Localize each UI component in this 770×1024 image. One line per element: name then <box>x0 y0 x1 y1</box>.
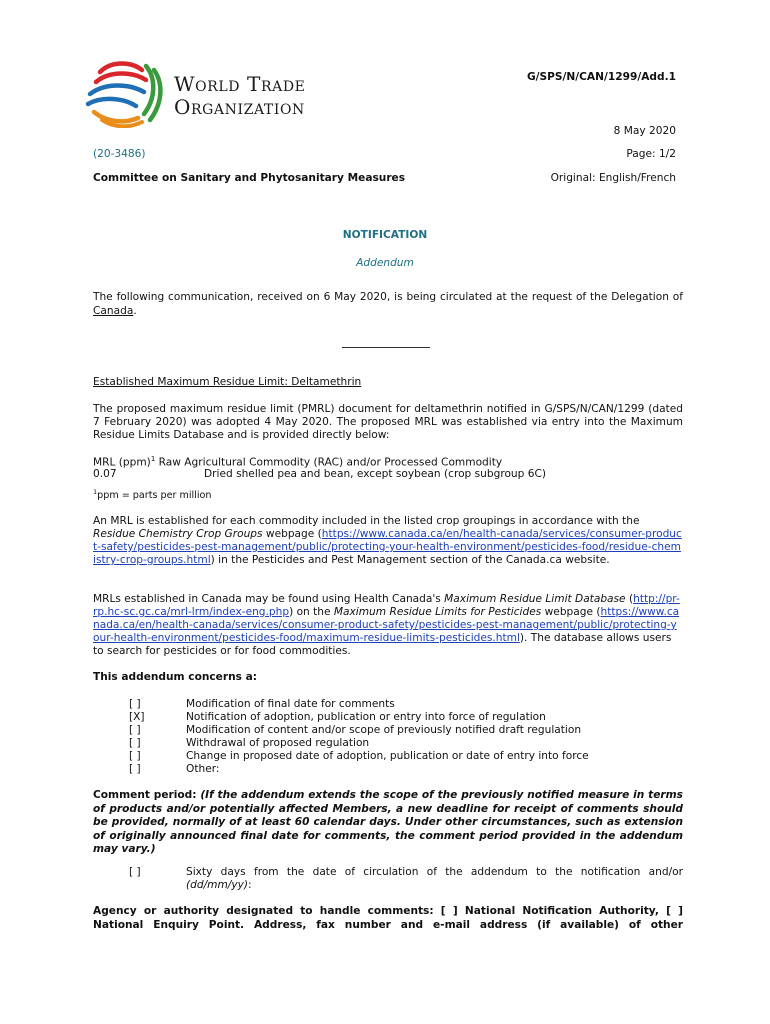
comment-period-label: Comment period: <box>93 789 201 801</box>
concern-label: Other: <box>186 763 220 775</box>
adoption-paragraph: The proposed maximum residue limit (PMRL) document for deltamethrin notified in G/SPS/N/CAN/1299 (dated 7 February 2020) was adopted 4 May 2020. The proposed MRL was established via entry into the Maximum Residue Limits Database and is provided directly below: <box>93 403 683 441</box>
concern-item <box>129 698 689 711</box>
mrl-database-link[interactable]: http://pr-rp.hc-sc.gc.ca/mrl-lrm/index-eng.php <box>93 593 680 618</box>
wto-logo-line1: World Trade <box>174 72 306 96</box>
section-heading: Established Maximum Residue Limit: Deltamethrin <box>93 376 362 388</box>
mrl-table-header <box>93 455 502 469</box>
para3-italic-1: Maximum Residue Limit Database <box>444 593 626 605</box>
comment-period-text: (If the addendum extends the scope of the previously notified measure in terms of products and/or potentially affected Members, a new deadline for receipt of comments should be provided, normally of at least 60 calendar days. Under other circumstances, such as extension of originally announced final date for comments, the comment period provided in the addendum may vary.) <box>93 789 683 856</box>
notification-title: NOTIFICATION <box>342 229 428 241</box>
comment-period-date-format: (dd/mm/yy) <box>186 879 249 891</box>
para3-c: ) on the <box>289 606 334 618</box>
mrl-header-b: Raw Agricultural Commodity (RAC) and/or Processed Commodity <box>155 456 503 469</box>
concerns-heading: This addendum concerns a: <box>93 671 257 683</box>
separator-rule <box>342 347 430 348</box>
agency-paragraph: Agency or authority designated to handle comments: [ ] National Notification Authority, [ ] National Enquiry Point. Address, fax number and e-mail address (if available) of other <box>93 905 683 931</box>
para2-c: ) in the Pesticides and Pest Management section of the Canada.ca website. <box>210 554 610 566</box>
concern-label: Notification of adoption, publication or entry into force of regulation <box>186 711 546 723</box>
mrl-commodity: Dried shelled pea and bean, except soybean (crop subgroup 6C) <box>204 468 546 480</box>
mrl-pesticides-link[interactable]: https://www.canada.ca/en/health-canada/services/consumer-product-safety/pesticides-pest-management/public/protecting-your-health-environment/pesticides-food/maximum-residue-limits-pesticides.html <box>93 606 680 644</box>
concern-checkbox[interactable]: [ ] <box>129 724 141 736</box>
footnote-text: ppm = parts per million <box>97 490 212 502</box>
concern-item <box>129 750 689 763</box>
para2-a: An MRL is established for each commodity included in the listed crop groupings in accordance with the <box>93 515 640 527</box>
mrl-database-paragraph <box>93 593 683 658</box>
intro-country: Canada <box>93 304 134 317</box>
original-language: Original: English/French <box>550 172 676 184</box>
wto-logo-mark <box>84 58 168 128</box>
concern-checkbox[interactable]: [ ] <box>129 750 141 762</box>
para3-a: MRLs established in Canada may be found using Health Canada's <box>93 593 445 605</box>
page-number: Page: 1/2 <box>626 148 676 160</box>
para2-b: webpage ( <box>262 528 322 540</box>
concern-item <box>129 711 689 724</box>
intro-paragraph <box>93 291 683 318</box>
para3-b: ( <box>625 593 634 605</box>
concern-checkbox[interactable]: [ ] <box>129 698 141 710</box>
concern-checkbox[interactable]: [ ] <box>129 763 141 775</box>
mrl-value: 0.07 <box>93 468 117 480</box>
document-date: 8 May 2020 <box>613 125 676 137</box>
crop-groups-link[interactable]: https://www.canada.ca/en/health-canada/services/consumer-product-safety/pesticides-pest-management/public/protecting-your-health-environment/pesticides-food/residue-chemistry-crop-groups.html <box>93 528 682 566</box>
addendum-subtitle: Addendum <box>356 257 414 269</box>
document-reference: (20-3486) <box>93 148 146 160</box>
footnote-sup: 1 <box>93 488 98 496</box>
comment-period-paragraph <box>93 789 683 857</box>
concern-label: Withdrawal of proposed regulation <box>186 737 370 749</box>
crop-groups-paragraph <box>93 515 683 567</box>
para3-d: webpage ( <box>541 606 601 618</box>
wto-logo <box>84 58 334 128</box>
concern-label: Modification of content and/or scope of previously notified draft regulation <box>186 724 582 736</box>
comment-period-option-end: : <box>248 879 252 891</box>
comment-period-checkbox[interactable]: [ ] <box>129 866 141 878</box>
wto-logo-line2: Organization <box>174 95 305 119</box>
committee-name: Committee on Sanitary and Phytosanitary Measures <box>93 172 406 184</box>
para2-italic: Residue Chemistry Crop Groups <box>93 528 263 540</box>
concern-item <box>129 737 689 750</box>
para3-e: ). The database allows users to search for pesticides or for food commodities. <box>93 632 672 657</box>
comment-period-option-text: Sixty days from the date of circulation of the addendum to the notification and/or <box>186 866 683 878</box>
concern-item <box>129 724 689 737</box>
comment-period-option <box>186 866 683 892</box>
document-symbol: G/SPS/N/CAN/1299/Add.1 <box>526 71 676 83</box>
mrl-header-sup: 1 <box>150 455 156 463</box>
intro-text: The following communication, received on 6 May 2020, is being circulated at the request of the Delegation of <box>93 291 683 303</box>
footnote <box>93 488 211 501</box>
concern-checkbox[interactable]: [ ] <box>129 737 141 749</box>
intro-end: . <box>133 304 137 317</box>
concern-checkbox[interactable]: [X] <box>129 711 145 723</box>
concern-label: Modification of final date for comments <box>186 698 395 710</box>
concern-item <box>129 763 689 776</box>
mrl-header-a: MRL (ppm) <box>93 456 151 469</box>
para3-italic-2: Maximum Residue Limits for Pesticides <box>333 606 542 618</box>
concern-label: Change in proposed date of adoption, publication or date of entry into force <box>186 750 589 762</box>
